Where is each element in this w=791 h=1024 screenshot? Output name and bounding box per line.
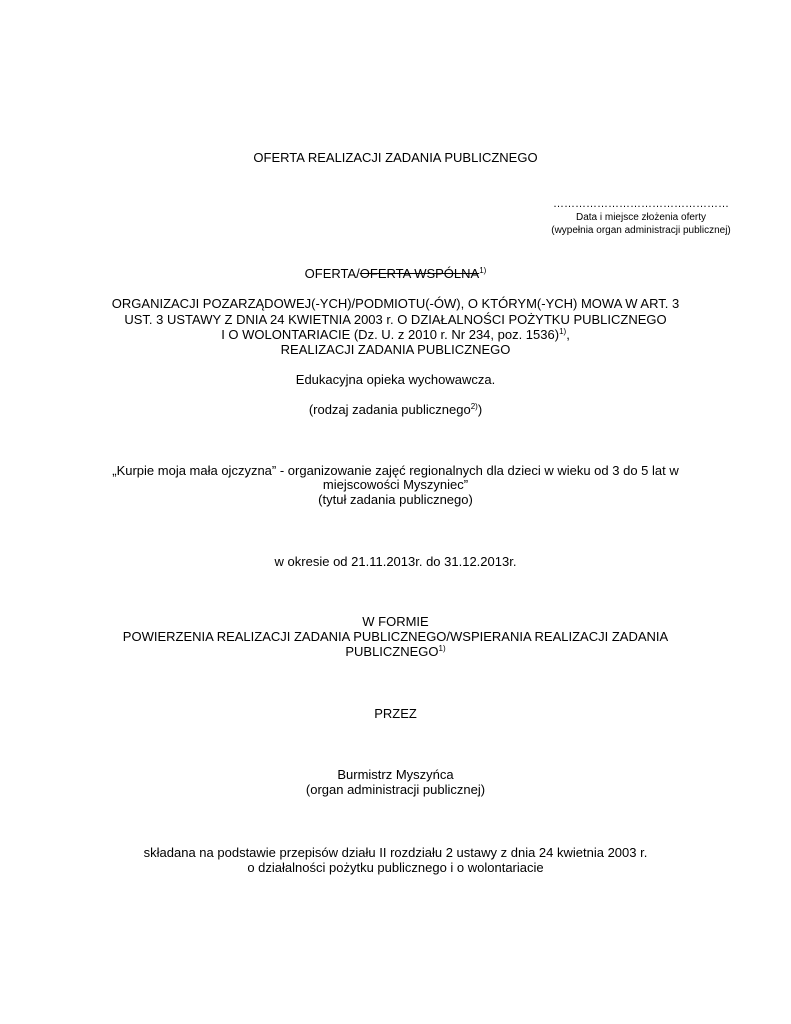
period-text: w okresie od 21.11.2013r. do 31.12.2013r. xyxy=(274,554,517,569)
form-line-2: POWIERZENIA REALIZACJI ZADANIA PUBLICZNEGO/WSPIERANIA REALIZACJI ZADANIA xyxy=(122,629,669,644)
submission-date-block xyxy=(536,198,746,237)
form-line-3-text: PUBLICZNEGO xyxy=(345,644,439,659)
authority-label: (organ administracji publicznej) xyxy=(305,782,486,797)
organization-line-3 xyxy=(0,327,791,343)
form-line-3 xyxy=(0,644,791,660)
organization-footnote: 1) xyxy=(559,327,567,336)
authority-name: Burmistrz Myszyńca xyxy=(337,767,454,782)
offer-type-footnote: 1) xyxy=(479,266,487,275)
organization-line-4: REALIZACJI ZADANIA PUBLICZNEGO xyxy=(280,342,511,357)
basis-line-1: składana na podstawie przepisów działu II rozdziału 2 ustawy z dnia 24 kwietnia 2003 r. xyxy=(143,845,648,860)
date-label: Data i miejsce złożenia oferty xyxy=(575,212,707,223)
form-heading: W FORMIE xyxy=(362,614,429,629)
task-kind-footnote: 2) xyxy=(470,402,478,411)
task-kind-label xyxy=(0,402,791,418)
task-kind-value: Edukacyjna opieka wychowawcza. xyxy=(295,372,496,387)
organization-line-3-text: I O WOLONTARIACIE (Dz. U. z 2010 r. Nr 234, poz. 1536) xyxy=(221,327,560,342)
offer-type-prefix: OFERTA/ xyxy=(304,266,360,281)
date-sublabel: (wypełnia organ administracji publicznej) xyxy=(551,225,731,236)
task-kind-label-text: (rodzaj zadania publicznego xyxy=(308,402,471,417)
organization-line-3-tail: , xyxy=(566,327,570,342)
task-title-line-1: „Kurpie moja mała ojczyzna” - organizowanie zajęć regionalnych dla dzieci w wieku od 3 do 5 lat w xyxy=(112,463,679,478)
offer-type-line xyxy=(0,266,791,282)
organization-line-2: UST. 3 USTAWY Z DNIA 24 KWIETNIA 2003 r. O DZIAŁALNOŚCI POŻYTKU PUBLICZNEGO xyxy=(124,312,667,327)
document-title: OFERTA REALIZACJI ZADANIA PUBLICZNEGO xyxy=(253,150,538,165)
task-kind-label-tail: ) xyxy=(477,402,483,417)
task-title-label: (tytuł zadania publicznego) xyxy=(318,492,473,507)
basis-line-2: o działalności pożytku publicznego i o wolontariacie xyxy=(247,860,544,875)
offer-type-struck: OFERTA WSPÓLNA xyxy=(359,266,480,281)
organization-line-1: ORGANIZACJI POZARZĄDOWEJ(-YCH)/PODMIOTU(-ÓW), O KTÓRYM(-YCH) MOWA W ART. 3 xyxy=(111,296,680,311)
task-title-line-2: miejscowości Myszyniec” xyxy=(322,477,469,492)
by-text: PRZEZ xyxy=(374,706,417,721)
date-dotted-line: ………………………………………… xyxy=(553,198,729,210)
form-footnote: 1) xyxy=(438,644,446,653)
